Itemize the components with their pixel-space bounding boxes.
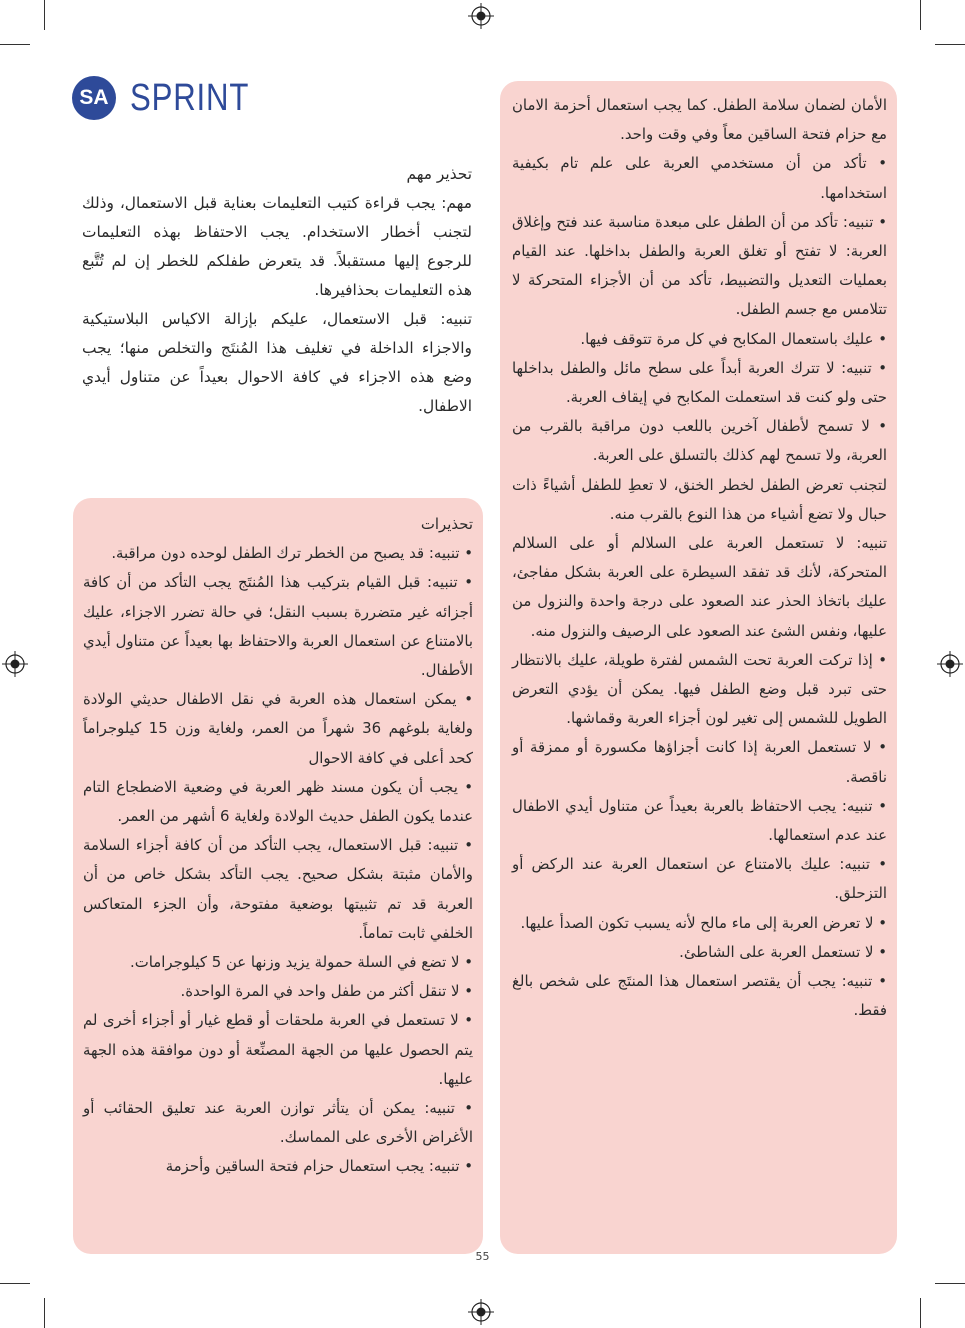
crop-mark	[935, 44, 965, 45]
warning-item: • لا تستعمل العربة على الشاطئ.	[679, 942, 887, 961]
warning-item: • لا تسمح لأطفال آخرين باللعب دون مراقبة بالقرب من العربة، ولا تسمح لهم كذلك بالتسلق على العربة.	[512, 417, 887, 465]
warning-item: لتجنب تعرض الطفل لخطر الخنق، لا تعطِ للطفل أشياءً ذات حبال ولا تضع أشياء من هذا النوع بالقرب منه.	[512, 475, 887, 523]
crop-mark	[0, 1283, 30, 1284]
registration-mark-icon	[2, 651, 28, 677]
warning-item: • تنبيه: قبل الاستعمال، يجب التأكد من أن كافة أجزاء السلامة والأمان مثبتة بشكل صحيح. يجب التأكد بشكل خاص من أن العربة قد تم تثبيتها بوضعية مفتوحة، وأن الجزء المتعاكس الخلفي ثابت تماماً.	[83, 836, 473, 942]
warning-item: • لا تنقل أكثر من طفل واحد في المرة الواحدة.	[180, 982, 473, 1001]
warning-item: الأمان لضمان سلامة الطفل. كما يجب استعمال أحزمة الامان مع حزام فتحة الساقين معاً وفي وقت واحد.	[512, 96, 887, 144]
warning-item: • تنبيه: لا تترك العربة أبداً على سطح مائل والطفل بداخلها حتى ولو كنت قد استعملت المكابح في إيقاف العربة.	[512, 358, 887, 407]
warning-item: • يجب أن يكون مسند ظهر العربة في وضعية الاضطجاع التام عندما يكون الطفل حديث الولادة ولغاية 6 أشهر من العمر.	[83, 777, 473, 826]
crop-mark	[920, 1298, 921, 1328]
warning-item: • تنبيه: يمكن أن يتأثر توازن العربة عند تعليق الحقائب أو الأغراض الأخرى على المماسك.	[83, 1099, 473, 1147]
section-title: تحذير مهم	[406, 165, 472, 183]
warning-item: • لا تضع في السلة حمولة يزيد وزنها عن 5 كيلوجرامات.	[129, 953, 473, 972]
paragraph: تنبيه: قبل الاستعمال، عليكم بإزالة الاكياس البلاستيكية والاجزاء الداخلة في تغليف هذا المُنتَج والتخلص منها؛ يجب وضع هذه الاجزاء في كافة الاحوال بعيداً عن متناول أيدي الاطفال.	[82, 310, 472, 415]
continued-warnings-box	[500, 81, 897, 1254]
warning-item: • تنبيه: قد يصبح من الخطر ترك الطفل لوحده دون مراقبة.	[111, 544, 473, 563]
warning-item: • عليك باستعمال المكابح في كل مرة تتوقف فيها.	[580, 329, 887, 348]
crop-mark	[44, 0, 45, 30]
product-header	[72, 76, 275, 120]
page-number: 55	[475, 1250, 490, 1263]
warning-item: • تنبيه: يجب الاحتفاظ بالعربة بعيداً عن متناول أيدي الاطفال عند عدم استعمالها.	[512, 796, 887, 845]
warning-item: • تنبيه: قبل القيام بتركيب هذا المُنتَج يجب التأكد من أن كافة أجزائه غير متضررة بسبب النقل؛ في حالة تضرر الاجزاء، عليك بالامتناع عن استعمال العربة والاحتفاظ بها بعيداً عن متناول أيدي الأطفال.	[83, 573, 473, 680]
crop-mark	[0, 44, 30, 45]
warning-item: • إذا تركت العربة تحت الشمس لفترة طويلة، عليك بالانتظار حتى تبرد قبل وضع الطفل فيها. يمكن أن يؤدي التعرض الطويل للشمس إلى تغير لون أجزاء العربة وقماشها.	[512, 650, 887, 728]
warning-item: • لا تعرض العربة إلى ماء مالح لأنه يسبب تكون الصدأ عليها.	[520, 913, 887, 932]
registration-mark-icon	[468, 1299, 494, 1325]
language-badge: SA	[72, 76, 116, 120]
warning-item: • تنبيه: يجب أن يقتصر استعمال هذا المنتَج على شخص بالغ فقط.	[512, 972, 887, 1020]
crop-mark	[935, 1283, 965, 1284]
paragraph: مهم: يجب قراءة كتيب التعليمات بعناية قبل الاستعمال، وذلك لتجنب أخطار الاستخدام. يجب الاحتفاظ بهذه التعليمات للرجوع إليها مستقبلاً. قد يتعرض طفلكم للخطر إن لم تُتَّبع هذه التعليمات بحذافيرها.	[82, 194, 472, 299]
warning-item: • تنبيه: تأكد من أن الطفل على مبعدة مناسبة عند فتح وإغلاق العربة: لا تفتح أو تغلق العربة والطفل بداخلها. عند القيام بعمليات التعديل والتضبيط، تأكد من أن الأجزاء المتحركة لا تتلامس مع جسم الطفل.	[512, 212, 887, 319]
warnings-box	[73, 498, 483, 1254]
registration-mark-icon	[937, 651, 963, 677]
warning-item: • تنبيه: يجب استعمال حزام فتحة الساقين وأحزمة	[165, 1157, 473, 1176]
crop-mark	[44, 1298, 45, 1328]
warning-item: تنبيه: لا تستعمل العربة على السلالم أو على السلالم المتحركة، لأنك قد تفقد السيطرة على العربة بشكل مفاجئ، عليك باتخاذ الحذر عند الصعود على درجة واحدة والنزول من عليها، ونفس الشئ عند الصعود على الرصيف والنزول منه.	[512, 534, 887, 640]
warning-item: • تأكد من أن مستخدمي العربة على علم تام بكيفية استخدامها.	[512, 154, 887, 202]
warning-item: • لا تستعمل في العربة ملحقات أو قطع غيار أو أجزاء أخرى لم يتم الحصول عليها من الجهة المصنِّعة أو دون موافقة هذه الجهة عليها.	[83, 1011, 473, 1088]
brand-title: SPRINT	[130, 76, 250, 119]
warning-item: • تنبيه: عليك بالامتناع عن استعمال العربة عند الركض أو التزحلق.	[512, 855, 887, 903]
section-title: تحذيرات	[420, 515, 473, 533]
important-warning-section	[82, 160, 472, 421]
registration-mark-icon	[468, 3, 494, 29]
crop-mark	[920, 0, 921, 30]
warning-item: • يمكن استعمال هذه العربة في نقل الاطفال حديثي الولادة ولغاية بلوغهم 36 شهراً من العمر، ولغاية وزن 15 كيلوجراماً كحد أعلى في كافة الاحوال	[83, 690, 473, 767]
warning-item: • لا تستعمل العربة إذا كانت أجزاؤها مكسورة أو ممزقة أو ناقصة.	[512, 738, 887, 786]
